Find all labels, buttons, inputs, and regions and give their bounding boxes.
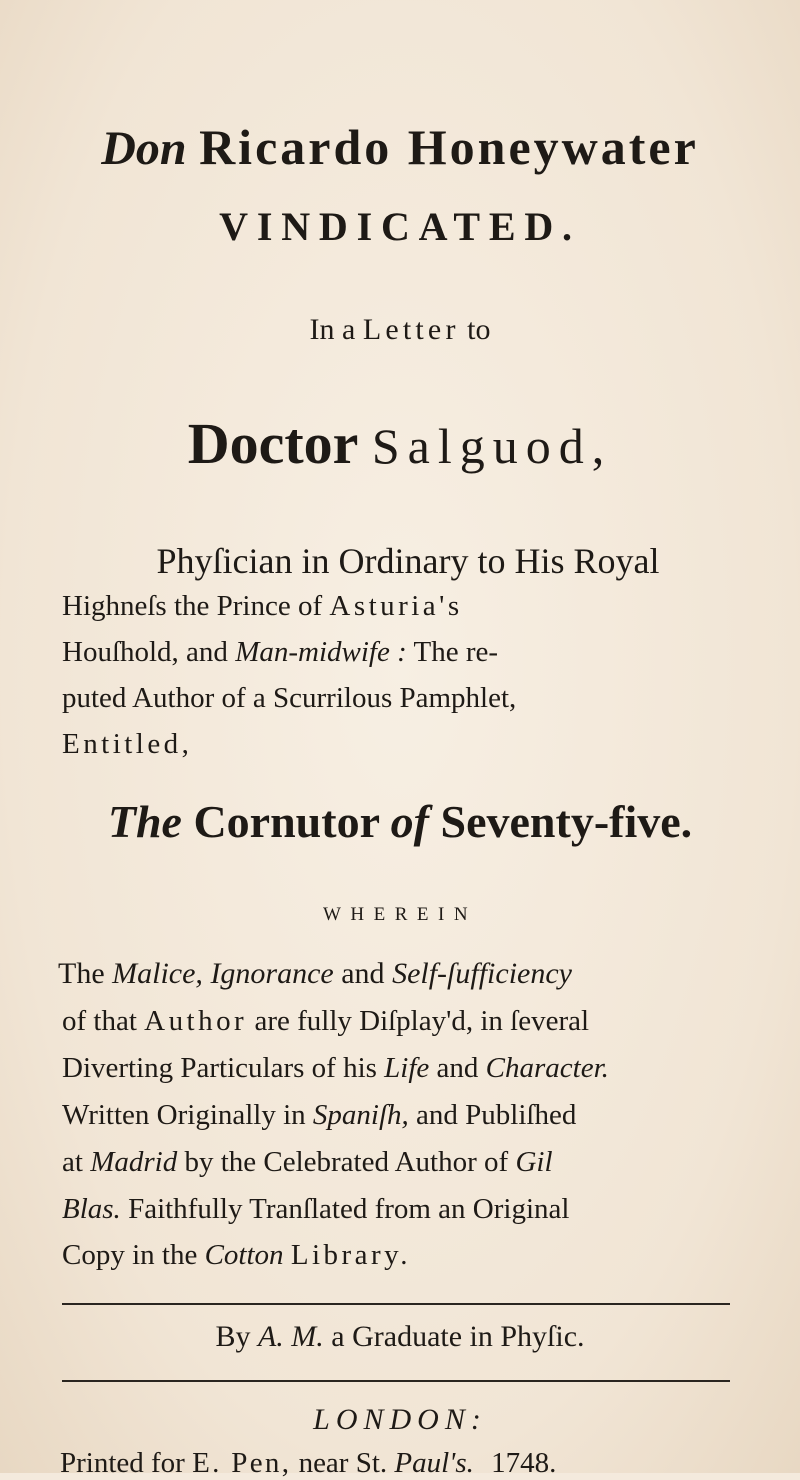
body-translated: Faithfully Tranſlated from an Original [128, 1193, 570, 1225]
body-gil: Gil [515, 1146, 553, 1178]
body-copy: Copy in the [62, 1239, 198, 1271]
title-in-a: In a [309, 313, 356, 346]
body-madrid: Madrid [90, 1146, 178, 1178]
title-letter: Letter [362, 313, 460, 346]
body-spanish: Spaniſh, [312, 1099, 409, 1131]
body-line-2 [62, 1005, 589, 1038]
body-character: Character. [485, 1052, 609, 1084]
body-malice: Malice, [112, 957, 203, 990]
divider-top [62, 1303, 730, 1305]
body-cotton: Cotton [204, 1239, 284, 1271]
description-household: Houſhold, and [62, 636, 228, 668]
body-line-7 [62, 1239, 411, 1272]
body-and-2: and [436, 1052, 479, 1084]
body-library: Library. [290, 1239, 411, 1271]
title-name: Ricardo Honeywater [199, 119, 699, 175]
title-to: to [467, 313, 491, 346]
body-line-1 [58, 957, 572, 991]
body-of-that: of that [62, 1005, 137, 1037]
title-don: Don [101, 122, 187, 175]
imprint-line [60, 1447, 556, 1480]
pamphlet-the: The [107, 796, 182, 847]
body-author: Author [144, 1005, 248, 1037]
body-displayed: are fully Diſplay'd, in ſeveral [254, 1005, 590, 1037]
body-celebrated: by the Celebrated Author of [184, 1146, 509, 1178]
description-man-midwife: Man-midwife : [235, 636, 407, 668]
pamphlet-title [0, 795, 800, 848]
description-line-3 [62, 636, 498, 669]
description-line-1: Phyſician in Ordinary to His Royal [156, 541, 660, 581]
body-life: Life [384, 1052, 430, 1084]
description-highness: Highneſs the Prince of [62, 590, 323, 622]
pamphlet-seventy-five: Seventy-five. [440, 796, 693, 847]
description-asturias: Asturia's [329, 590, 463, 622]
title-line-4 [0, 410, 800, 477]
description-line-5: Entitled, [62, 728, 193, 760]
body-diverting: Diverting Particulars of his [62, 1052, 377, 1084]
title-line-3 [0, 313, 800, 347]
title-line-1 [0, 118, 800, 176]
title-line-2: VINDICATED. [219, 204, 581, 249]
byline-initials: A. M. [257, 1320, 324, 1353]
description-line-4: puted Author of a Scurrilous Pamphlet, [62, 682, 517, 714]
description-line-2 [62, 590, 463, 623]
body-line-5 [62, 1146, 553, 1179]
title-salguod: Salguod, [371, 418, 613, 474]
body-self-sufficiency: Self-ſufficiency [392, 957, 572, 990]
body-written: Written Originally in [62, 1099, 306, 1131]
body-the: The [58, 957, 105, 990]
description-re: The re- [413, 636, 499, 668]
body-and: and [341, 957, 385, 990]
imprint-pauls: Paul's. [394, 1447, 474, 1479]
title-doctor: Doctor [187, 411, 358, 476]
wherein-heading: WHEREIN [322, 904, 478, 925]
pamphlet-cornutor: Cornutor [193, 796, 380, 847]
body-line-3 [62, 1052, 609, 1085]
imprint-near: near St. [298, 1447, 388, 1479]
byline-by: By [215, 1320, 251, 1353]
body-line-4 [62, 1099, 576, 1132]
body-blas: Blas. [62, 1193, 121, 1225]
body-line-6 [62, 1193, 569, 1226]
imprint-year: 1748. [491, 1447, 557, 1479]
body-at: at [62, 1146, 83, 1178]
imprint-printer: E. Pen, [192, 1447, 292, 1479]
imprint-city: LONDON: [313, 1403, 487, 1436]
body-published: and Publiſhed [416, 1099, 577, 1131]
divider-bottom [62, 1380, 730, 1382]
imprint-printed-for: Printed for [60, 1447, 185, 1479]
byline-graduate: a Graduate in Phyſic. [331, 1320, 585, 1353]
body-ignorance: Ignorance [210, 957, 334, 990]
byline [0, 1320, 800, 1354]
pamphlet-of: of [390, 796, 429, 847]
